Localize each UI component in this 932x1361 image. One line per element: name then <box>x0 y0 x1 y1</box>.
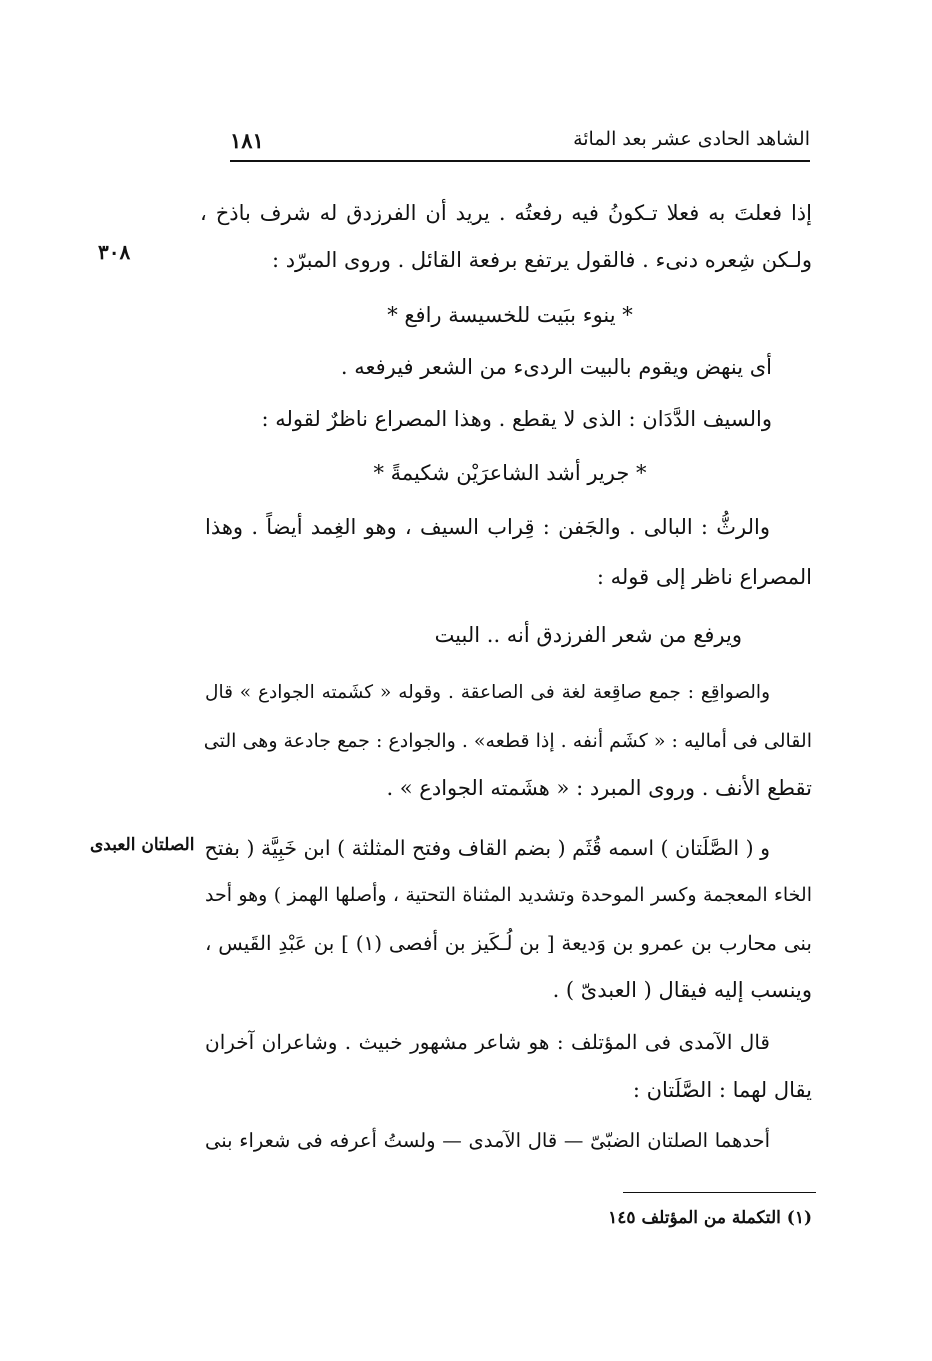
text-line: والرثُّ : البالى . والجَفن : قِراب السيف ، وهو الغِمد أيضاً . وهذا <box>205 515 770 539</box>
text-line: المصراع ناظر إلى قوله : <box>596 565 812 589</box>
verse-line: * جرير أشد الشاعرَيْن شكيمةً * <box>373 461 647 485</box>
verse-line: * ينوء ببَيت للخسيسة رافع * <box>387 303 633 327</box>
text-line: الخاء المعجمة وكسر الموحدة وتشديد المثناة التحتية ، وأصلها الهمز ) وهو أحد <box>205 884 812 906</box>
text-line: والصواقِع : جمع صاقِعة لغة فى الصاعقة . وقوله « كشَمته الجوادع » قال <box>205 682 770 703</box>
margin-section-name: الصلتان العبدى <box>90 835 195 855</box>
text-line: القالى فى أماليه : « كشَم أنفه . إذا قطعه» . والجوادع : جمع جادعة وهى التى <box>203 730 812 752</box>
text-line: قال الآمدى فى المؤتلف : هو شاعر مشهور خبيث . وشاعران آخران <box>205 1030 770 1054</box>
text-line: أحدهما الصلتان الضبّىّ — قال الآمدى — ولستُ أعرفه فى شعراء بنى <box>205 1129 770 1152</box>
text-line: تقطع الأنف . وروى المبرد : « هشَمته الجوادع » . <box>386 776 812 800</box>
text-line: يقال لهما : الصَّلَتان : <box>632 1078 812 1102</box>
running-title: الشاهد الحادى عشر بعد المائة <box>573 128 810 150</box>
text-line: و ( الصَّلَتان ) اسمه قُثَم ( بضم القاف وفتح المثلثة ) ابن خَبِيَّة ( بفتح <box>204 836 770 860</box>
page-number: ١٨١ <box>230 128 264 153</box>
text-line: بنى محارب بن عمرو بن وَديعة [ بن لُـكَيز بن أفصى (١) ] بن عَبْدِ القَيس ، <box>205 931 812 955</box>
text-line: إذا فعلتَ به فعلا تـكونُ فيه رفعتُه . يريد أن الفرزدق له شرف باذخ ، <box>200 201 812 225</box>
verse-line: ويرفع من شعر الفرزدق أنه .. البيت <box>434 623 742 647</box>
text-line: والسيف الدَّدَان : الذى لا يقطع . وهذا المصراع ناظرٌ لقوله : <box>261 407 772 431</box>
text-line: ولـكن شِعره دنىء . فالقول يرتفع برفعة القائل . وروى المبرّد : <box>271 248 812 272</box>
text-line: أى ينهض ويقوم بالبيت الردىء من الشعر فيرفعه . <box>340 355 772 379</box>
footnote: (١) التكملة من المؤتلف ١٤٥ <box>608 1208 812 1228</box>
footnote-rule <box>623 1192 816 1193</box>
page-header <box>230 128 810 158</box>
text-line: وينسب إليه فيقال ( العبدىّ ) . <box>552 978 812 1002</box>
header-rule <box>230 160 810 162</box>
margin-verse-number: ٣٠٨ <box>98 240 131 264</box>
